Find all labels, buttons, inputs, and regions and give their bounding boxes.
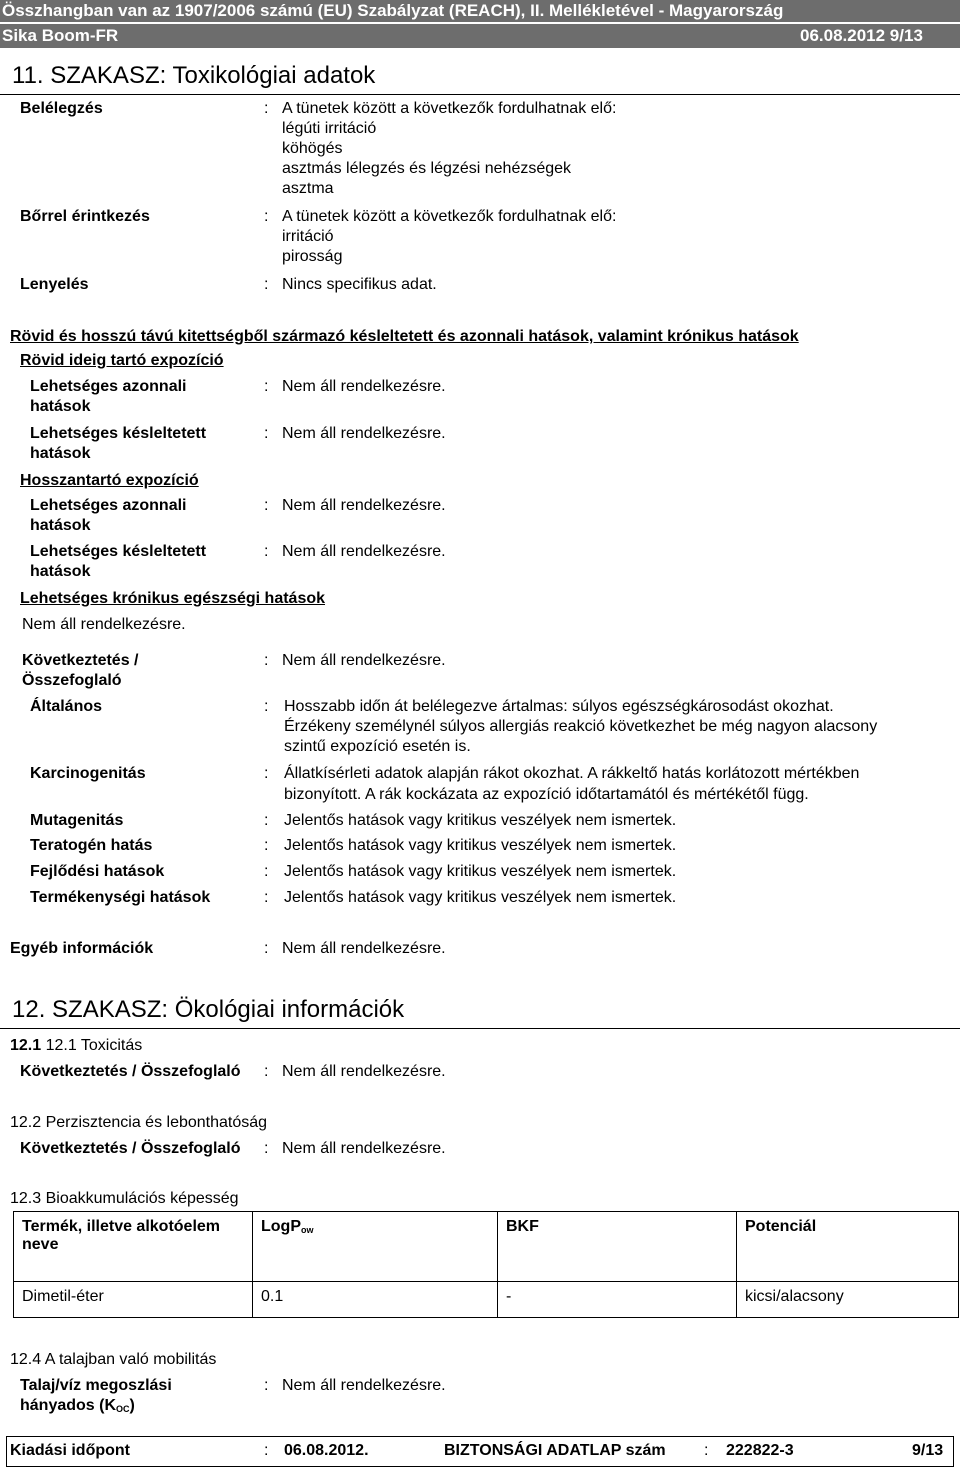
- mobility-value: Nem áll rendelkezésre.: [282, 1377, 446, 1394]
- header-product: Sika Boom-FR: [2, 26, 119, 45]
- skin-line: irritáció: [282, 228, 334, 245]
- long-immediate-label-2: hatások: [30, 517, 91, 534]
- effects-heading: Rövid és hosszú távú kitettségből származó késleltetett és azonnali hatások, valamint krónikus hatások: [10, 328, 799, 345]
- label-ingestion: Lenyelés: [20, 276, 89, 293]
- toxicity-value: Nem áll rendelkezésre.: [282, 1063, 446, 1080]
- footer-issue-date: 06.08.2012.: [284, 1442, 369, 1459]
- inhalation-line: A tünetek között a következők fordulhatnak elő:: [282, 100, 617, 117]
- other-info-label: Egyéb információk: [10, 940, 154, 957]
- section11-title: 11. SZAKASZ: Toxikológiai adatok: [12, 62, 376, 89]
- section11-rule: [0, 94, 960, 95]
- toxicity-label: Következtetés / Összefoglaló: [20, 1063, 241, 1080]
- fertility-value: Jelentős hatások vagy kritikus veszélyek nem ismertek.: [284, 889, 677, 906]
- col-potential: Potenciál: [737, 1212, 959, 1282]
- footer-sds-label: BIZTONSÁGI ADATLAP szám: [444, 1442, 666, 1459]
- general-line: Érzékeny személynél súlyos allergiás reakció következhet be még nagyon alacsony: [284, 718, 878, 735]
- footer-page: 9/13: [912, 1442, 944, 1459]
- long-delayed-label: Lehetséges késleltetett: [30, 543, 207, 560]
- conclusion-value: Nem áll rendelkezésre.: [282, 652, 446, 669]
- colon: :: [264, 378, 269, 395]
- mutagenicity-label: Mutagenitás: [30, 812, 124, 829]
- colon: :: [264, 812, 269, 829]
- mobility-label-2-end: ): [129, 1397, 135, 1414]
- col-product: [14, 1212, 253, 1282]
- header-date-page: 06.08.2012 9/13: [800, 26, 923, 45]
- colon: :: [264, 425, 269, 442]
- footer-rule-bottom: [6, 1466, 954, 1467]
- colon: :: [264, 889, 269, 906]
- persistence-label: Következtetés / Összefoglaló: [20, 1140, 241, 1157]
- colon: :: [704, 1442, 709, 1459]
- skin-line: A tünetek között a következők fordulhatnak elő:: [282, 208, 617, 225]
- section12-title: 12. SZAKASZ: Ökológiai információk: [12, 996, 405, 1023]
- colon: :: [264, 765, 269, 782]
- colon: :: [264, 863, 269, 880]
- footer-issue-label: Kiadási időpont: [10, 1442, 130, 1459]
- colon: :: [264, 276, 269, 293]
- chronic-heading: Lehetséges krónikus egészségi hatások: [20, 590, 326, 607]
- label-inhalation: Belélegzés: [20, 100, 103, 117]
- general-label: Általános: [30, 698, 103, 715]
- carcinogenicity-line: Állatkísérleti adatok alapján rákot okozhat. A rákkeltő hatás korlátozott mértékben: [284, 765, 860, 782]
- persistence-heading: 12.2 Perzisztencia és lebonthatóság: [10, 1114, 268, 1131]
- colon: :: [264, 100, 269, 117]
- toxicity-heading-text: 12.1 Toxicitás: [45, 1037, 143, 1054]
- mobility-label-2-text: hányados (K: [20, 1397, 117, 1414]
- developmental-label: Fejlődési hatások: [30, 863, 165, 880]
- table-header-row: [14, 1212, 959, 1282]
- inhalation-line: légúti irritáció: [282, 120, 377, 137]
- col-logp: [253, 1212, 498, 1282]
- col-logp-sub: ow: [301, 1225, 314, 1235]
- chronic-value: Nem áll rendelkezésre.: [22, 616, 186, 633]
- short-immediate-value: Nem áll rendelkezésre.: [282, 378, 446, 395]
- col-bcf: BKF: [498, 1212, 737, 1282]
- skin-line: pirosság: [282, 248, 343, 265]
- short-delayed-label: Lehetséges késleltetett: [30, 425, 207, 442]
- colon: :: [264, 837, 269, 854]
- colon: :: [264, 208, 269, 225]
- colon: :: [264, 1140, 269, 1157]
- short-immediate-label-2: hatások: [30, 398, 91, 415]
- colon: :: [264, 940, 269, 957]
- bioaccumulation-heading: 12.3 Bioakkumulációs képesség: [10, 1190, 239, 1207]
- carcinogenicity-label: Karcinogenitás: [30, 765, 146, 782]
- inhalation-line: köhögés: [282, 140, 343, 157]
- label-skin-contact: Bőrrel érintkezés: [20, 208, 150, 225]
- mutagenicity-value: Jelentős hatások vagy kritikus veszélyek nem ismertek.: [284, 812, 677, 829]
- conclusion-label: Következtetés /: [22, 652, 139, 669]
- persistence-value: Nem áll rendelkezésre.: [282, 1140, 446, 1157]
- short-delayed-value: Nem áll rendelkezésre.: [282, 425, 446, 442]
- toxicity-heading: 12.1 12.1 Toxicitás: [10, 1037, 143, 1054]
- col-logp-label: LogP: [261, 1218, 301, 1235]
- footer-rule-left: [6, 1436, 7, 1467]
- cell-logp: 0.1: [253, 1282, 498, 1318]
- long-delayed-value: Nem áll rendelkezésre.: [282, 543, 446, 560]
- cell-name: Dimetil-éter: [14, 1282, 253, 1318]
- long-immediate-label: Lehetséges azonnali: [30, 497, 187, 514]
- cell-potential: kicsi/alacsony: [737, 1282, 959, 1318]
- long-immediate-value: Nem áll rendelkezésre.: [282, 497, 446, 514]
- teratogenicity-label: Teratogén hatás: [30, 837, 153, 854]
- colon: :: [264, 543, 269, 560]
- header-regulation: Összhangban van az 1907/2006 számú (EU) Szabályzat (REACH), II. Mellékletével - Magyarország: [0, 0, 960, 22]
- ingestion-value: Nincs specifikus adat.: [282, 276, 437, 293]
- bioaccumulation-table: [13, 1211, 959, 1318]
- section12-rule: [0, 1028, 960, 1029]
- colon: :: [264, 652, 269, 669]
- conclusion-label-2: Összefoglaló: [22, 672, 122, 689]
- inhalation-line: asztma: [282, 180, 334, 197]
- mobility-label: Talaj/víz megoszlási: [20, 1377, 172, 1394]
- long-term-heading: Hosszantartó expozíció: [20, 472, 199, 489]
- inhalation-line: asztmás lélegzés és légzési nehézségek: [282, 160, 572, 177]
- carcinogenicity-line: bizonyított. A rák kockázata az expozíció időtartamától és mértékétől függ.: [284, 786, 809, 803]
- col-product-line1: Termék, illetve alkotóelem: [22, 1218, 221, 1235]
- other-info-value: Nem áll rendelkezésre.: [282, 940, 446, 957]
- general-line: szintű expozíció esetén is.: [284, 738, 471, 755]
- colon: :: [264, 698, 269, 715]
- general-line: Hosszabb időn át belélegezve ártalmas: súlyos egészségkárosodást okozhat.: [284, 698, 834, 715]
- footer-sds-number: 222822-3: [726, 1442, 794, 1459]
- fertility-label: Termékenységi hatások: [30, 889, 211, 906]
- short-delayed-label-2: hatások: [30, 445, 91, 462]
- footer-rule-top: [6, 1436, 954, 1437]
- colon: :: [264, 1063, 269, 1080]
- mobility-label-2: [20, 1397, 135, 1415]
- long-delayed-label-2: hatások: [30, 563, 91, 580]
- cell-bcf: -: [498, 1282, 737, 1318]
- colon: :: [264, 1442, 269, 1459]
- colon: :: [264, 1377, 269, 1394]
- short-term-heading: Rövid ideig tartó expozíció: [20, 352, 224, 369]
- table-row: [14, 1282, 959, 1318]
- mobility-heading: 12.4 A talajban való mobilitás: [10, 1351, 217, 1368]
- col-product-line2: neve: [22, 1236, 59, 1253]
- colon: :: [264, 497, 269, 514]
- short-immediate-label: Lehetséges azonnali: [30, 378, 187, 395]
- developmental-value: Jelentős hatások vagy kritikus veszélyek nem ismertek.: [284, 863, 677, 880]
- teratogenicity-value: Jelentős hatások vagy kritikus veszélyek nem ismertek.: [284, 837, 677, 854]
- footer-rule-right: [953, 1436, 954, 1467]
- mobility-label-2-sub: OC: [116, 1404, 130, 1414]
